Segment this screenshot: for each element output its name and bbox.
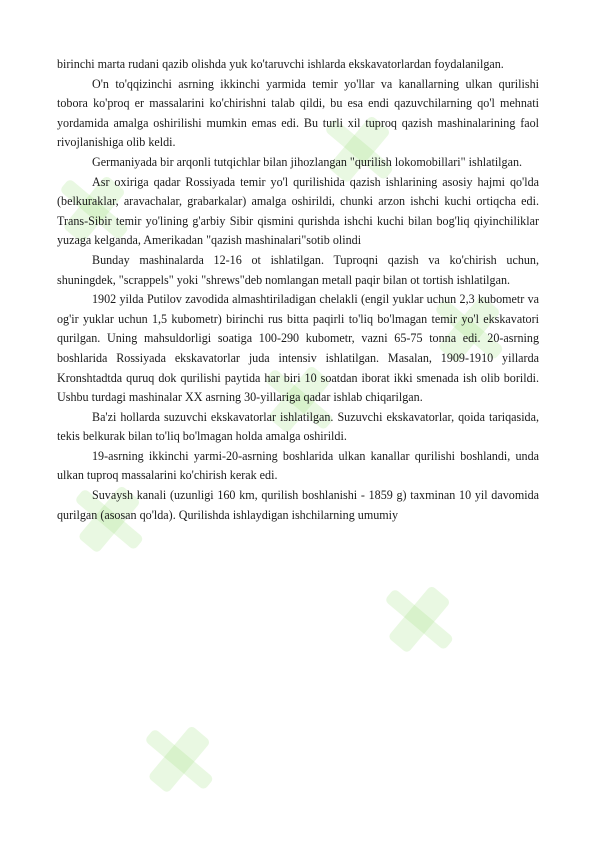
paragraph: Suvaysh kanali (uzunligi 160 km, qurilish boshlanishi - 1859 g) taxminan 10 yil davomida qurilgan (asosan qo'lda). Qurilishda ishlaydigan ishchilarning umumiy (57, 488, 539, 522)
paragraph: birinchi marta rudani qazib olishda yuk ko'taruvchi ishlarda ekskavatorlardan foydalanilgan. (57, 57, 504, 71)
watermark-mark (368, 568, 471, 670)
paragraph: O'n to'qqizinchi asrning ikkinchi yarmida temir yo'llar va kanallarning ulkan qurilishi tobora ko'proq er massalarini ko'chirishni talab qildi, bu esa endi qazuvchilarning qo'l mehnati yordamida amalga oshirilishi mumkin emas edi. Bu turli xil tuproq qazish mashinalarining faol rivojlanishiga olib keldi. (57, 76, 539, 150)
paragraph: Asr oxiriga qadar Rossiyada temir yo'l qurilishida qazish ishlarining asosiy hajmi qo'lda (belkuraklar, aravachalar, grabarkalar) amalga oshirildi, chunki arzon ishchi kuchi ortiqcha edi. Trans-Sibir temir yo'lining g'arbiy Sibir qismini qurishda ishchi kuchi bilan bog'liq qiyinchiliklar yuzaga kelganda, Amerikadan "qazish mashinalari"sotib olindi (57, 174, 539, 248)
watermark-mark (128, 708, 231, 810)
paragraph: 1902 yilda Putilov zavodida almashtiriladigan chelakli (engil yuklar uchun 2,3 kubometr va og'ir yuklar uchun 1,5 kubometr) birinchi rus bitta paqirli to'liq bo'lmagan temir yo'l ekskavatori qurilgan. Uning mahsuldorligi soatiga 100-290 kubometr, vazni 65-75 tonna edi. 20-asrning boshlarida Rossiyada ekskavatorlar juda intensiv ishlatilgan. Masalan, 1909-1910 yillarda Kronshtadtda quruq dok qurilishi paytida har biri 10 soatdan iborat ikki smenada ish olib borildi. Ushbu turdagi mashinalar XX asrning 30-yillariga qadar ishlab chiqarilgan. (57, 292, 539, 405)
paragraph: Ba'zi hollarda suzuvchi ekskavatorlar ishlatilgan. Suzuvchi ekskavatorlar, qoida tariqasida, tekis belkurak bilan to'liq bo'lmagan holda amalga oshirildi. (57, 409, 539, 444)
paragraph: Germaniyada bir arqonli tutqichlar bilan jihozlangan "qurilish lokomobillari" ishlatilgan. (92, 154, 523, 169)
paragraph: 19-asrning ikkinchi yarmi-20-asrning boshlarida ulkan kanallar qurilishi boshlandi, unda ulkan tuproq massalarini ko'chirish kerak edi. (57, 448, 539, 483)
paragraph: Bunday mashinalarda 12-16 ot ishlatilgan. Tuproqni qazish va ko'chirish uchun, shuningdek, "scrappels" yoki "shrews"deb nomlangan metall paqir bilan ot tortish ishlatilgan. (57, 252, 539, 287)
document-body (57, 55, 539, 525)
